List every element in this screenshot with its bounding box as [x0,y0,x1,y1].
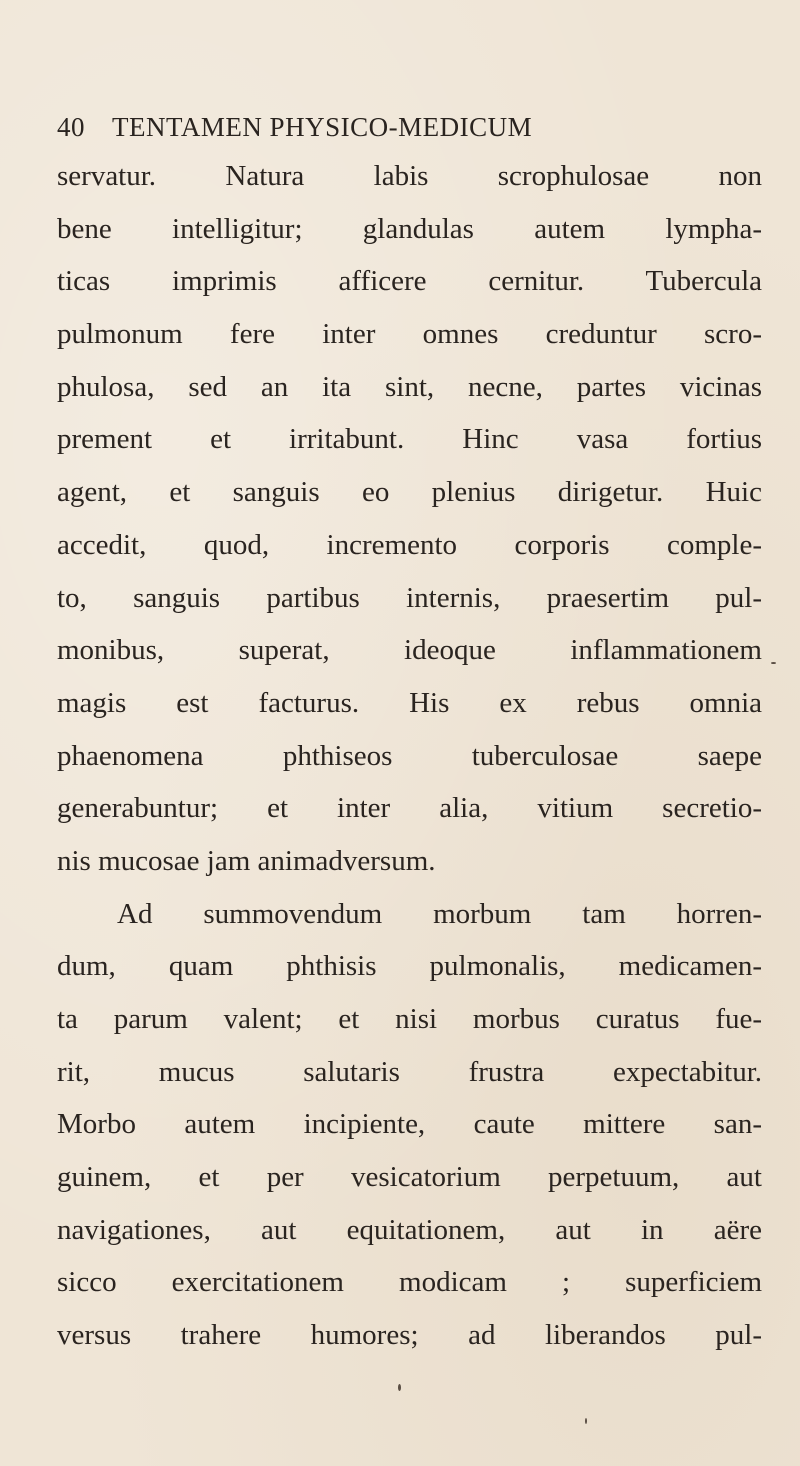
text-line-16: dum, quam phthisis pulmonalis, medicamen- [57,950,762,983]
text-line-5: phulosa, sed an ita sint, necne, partes vicinas [57,370,762,403]
text-line-11: magis est facturus. His ex rebus omnia [57,686,762,719]
ink-speck [398,1384,401,1391]
text-line-15: Ad summovendum morbum tam horren- [117,897,762,930]
text-line-9: to, sanguis partibus internis, praesertim pul- [57,581,762,614]
running-title: TENTAMEN PHYSICO-MEDICUM [112,112,533,142]
text-line-8: accedit, quod, incremento corporis comple- [57,528,762,561]
text-line-21: navigationes, aut equitationem, aut in aëre [57,1213,762,1246]
text-line-19: Morbo autem incipiente, caute mittere san- [57,1108,762,1141]
text-line-7: agent, et sanguis eo plenius dirigetur. Huic [57,476,762,509]
text-line-14: nis mucosae jam animadversum. [57,844,436,877]
ink-speck [585,1418,587,1424]
text-line-6: prement et irritabunt. Hinc vasa fortius [57,423,762,456]
text-line-10: monibus, superat, ideoque inflammationem [57,634,762,667]
text-line-20: guinem, et per vesicatorium perpetuum, aut [57,1161,762,1194]
ink-speck [771,662,776,664]
page-number: 40 [57,112,85,142]
text-line-18: rit, mucus salutaris frustra expectabitur. [57,1055,762,1088]
text-line-1: servatur. Natura labis scrophulosae non [57,160,762,192]
text-line-22: sicco exercitationem modicam ; superficiem [57,1266,762,1299]
text-line-3: ticas imprimis afficere cernitur. Tubercula [57,265,762,298]
text-line-12: phaenomena phthiseos tuberculosae saepe [57,739,762,772]
body-text [57,150,762,1362]
text-line-23: versus trahere humores; ad liberandos pul- [57,1319,762,1352]
running-head [57,112,757,152]
text-line-4: pulmonum fere inter omnes creduntur scro- [57,318,762,351]
text-line-13: generabuntur; et inter alia, vitium secretio- [57,792,762,825]
text-line-2: bene intelligitur; glandulas autem lympha- [57,212,762,245]
text-line-17: ta parum valent; et nisi morbus curatus fue- [57,1003,762,1035]
